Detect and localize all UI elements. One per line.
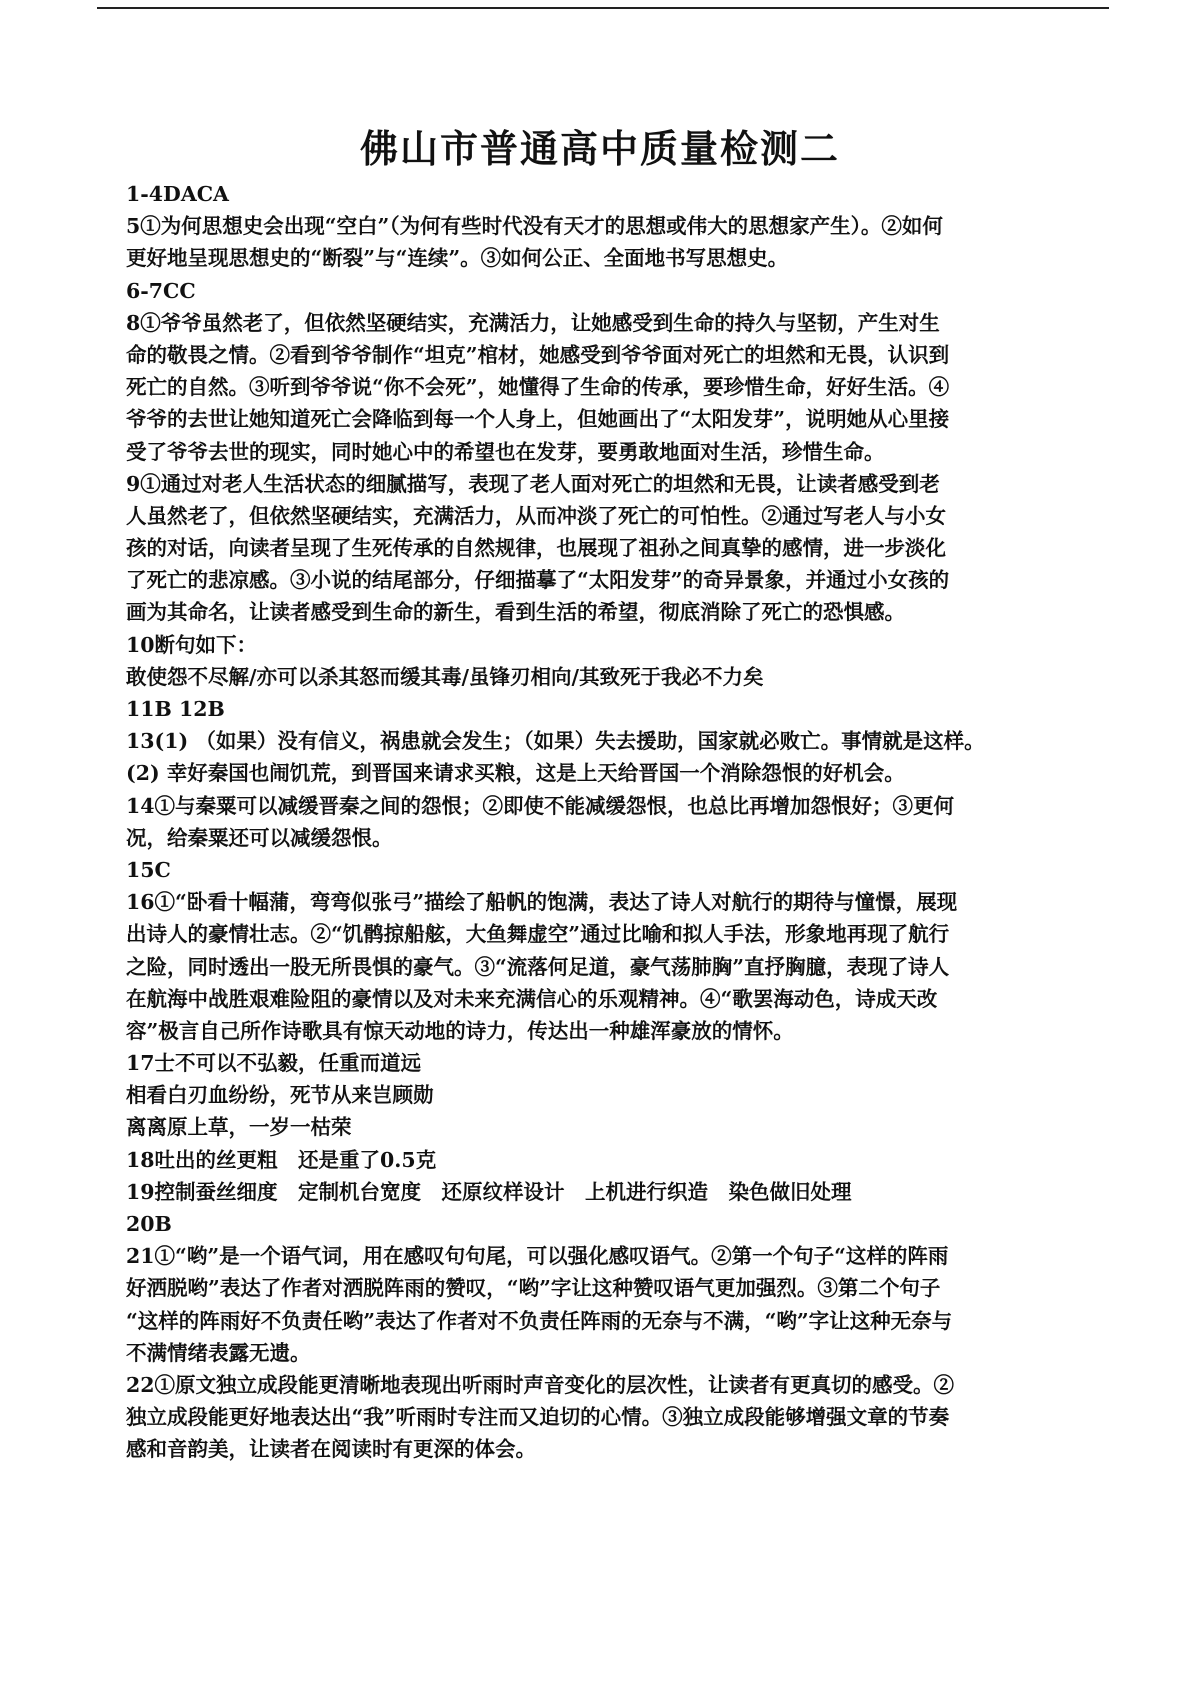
answer-line: 16①“卧看十幅蒲，弯弯似张弓”描绘了船帆的饱满，表达了诗人对航行的期待与憧憬，展现: [126, 890, 958, 915]
answer-line: 5①为何思想史会出现“空白”（为何有些时代没有天才的思想或伟大的思想家产生）。②如何: [126, 214, 943, 239]
answer-line: 敢使怨不尽解/亦可以杀其怒而缓其毒/虽锋刃相向/其致死于我必不力矣: [126, 664, 764, 689]
answer-line: 受了爷爷去世的现实，同时她心中的希望也在发芽，要勇敢地面对生活，珍惜生命。: [126, 439, 885, 464]
answer-line: 9①通过对老人生活状态的细腻描写，表现了老人面对死亡的坦然和无畏，让读者感受到老: [126, 471, 940, 496]
answer-line: 18吐出的丝更粗 还是重了0.5克: [126, 1147, 437, 1172]
answer-line: 13(1) （如果）没有信义，祸患就会发生；（如果）失去援助，国家就必败亡。事情就是这样。: [126, 729, 985, 754]
answer-line: 22①原文独立成段能更清晰地表现出听雨时声音变化的层次性，让读者有更真切的感受。②: [126, 1372, 955, 1397]
answer-line: 画为其命名，让读者感受到生命的新生，看到生活的希望，彻底消除了死亡的恐惧感。: [126, 600, 905, 625]
answer-line: (2) 幸好秦国也闹饥荒，到晋国来请求买粮，这是上天给晋国一个消除怨恨的好机会。: [126, 761, 905, 786]
page-title: 佛山市普通高中质量检测二: [359, 127, 840, 171]
answer-line: 命的敬畏之情。②看到爷爷制作“坦克”棺材，她感受到爷爷面对死亡的坦然和无畏，认识到: [126, 342, 950, 367]
answer-line: 感和音韵美，让读者在阅读时有更深的体会。: [126, 1437, 536, 1462]
answer-line: 况，给秦粟还可以减缓怨恨。: [126, 825, 393, 850]
answer-line: 孩的对话，向读者呈现了生死传承的自然规律，也展现了祖孙之间真挚的感情，进一步淡化: [126, 536, 946, 561]
top-rule: [97, 7, 1109, 9]
answer-line: 更好地呈现思想史的“断裂”与“连续”。③如何公正、全面地书写思想史。: [126, 246, 789, 271]
answer-line: 17士不可以不弘毅，任重而道远: [126, 1051, 422, 1076]
answer-line: 1-4DACA: [126, 182, 229, 206]
answer-line: 11B 12B: [126, 697, 225, 721]
answer-key-body: [126, 178, 1056, 1466]
answer-line: 好洒脱哟”表达了作者对洒脱阵雨的赞叹，“哟”字让这种赞叹语气更加强烈。③第二个句子: [126, 1276, 941, 1301]
answer-line: 人虽然老了，但依然坚硬结实，充满活力，从而冲淡了死亡的可怕性。②通过写老人与小女: [126, 503, 946, 528]
answer-line: 了死亡的悲凉感。③小说的结尾部分，仔细描摹了“太阳发芽”的奇异景象，并通过小女孩的: [126, 568, 950, 593]
answer-line: 10断句如下：: [126, 632, 258, 657]
answer-line: 离离原上草，一岁一枯荣: [126, 1115, 352, 1140]
answer-line: “这样的阵雨好不负责任哟”表达了作者对不负责任阵雨的无奈与不满，“哟”字让这种无奈与: [126, 1308, 953, 1333]
answer-line: 19控制蚕丝细度 定制机台宽度 还原纹样设计 上机进行织造 染色做旧处理: [126, 1179, 852, 1204]
answer-line: 21①“哟”是一个语气词，用在感叹句句尾，可以强化感叹语气。②第一个句子“这样的阵雨: [126, 1244, 949, 1269]
answer-line: 在航海中战胜艰难险阻的豪情以及对未来充满信心的乐观精神。④“歌罢海动色，诗成天改: [126, 986, 938, 1011]
answer-line: 20B: [126, 1212, 172, 1236]
answer-line: 出诗人的豪情壮志。②“饥鹘掠船舷，大鱼舞虚空”通过比喻和拟人手法，形象地再现了航行: [126, 922, 950, 947]
answer-line: 不满情绪表露无遗。: [126, 1340, 311, 1365]
answer-line: 之险，同时透出一股无所畏惧的豪气。③“流落何足道，豪气荡肺胸”直抒胸臆，表现了诗人: [126, 954, 950, 979]
answer-line: 容”极言自己所作诗歌具有惊天动地的诗力，传达出一种雄浑豪放的情怀。: [126, 1018, 794, 1043]
answer-line: 14①与秦粟可以减缓晋秦之间的怨恨；②即使不能减缓怨恨，也总比再增加怨恨好；③更何: [126, 793, 955, 818]
answer-line: 6-7CC: [126, 278, 196, 303]
answer-line: 死亡的自然。③听到爷爷说“你不会死”，她懂得了生命的传承，要珍惜生命，好好生活。④: [126, 375, 950, 400]
answer-line: 相看白刃血纷纷，死节从来岂顾勋: [126, 1083, 434, 1108]
answer-line: 15C: [126, 857, 171, 882]
answer-line: 8①爷爷虽然老了，但依然坚硬结实，充满活力，让她感受到生命的持久与坚韧，产生对生: [126, 310, 940, 335]
answer-line: 独立成段能更好地表达出“我”听雨时专注而又迫切的心情。③独立成段能够增强文章的节奏: [126, 1405, 950, 1430]
answer-line: 爷爷的去世让她知道死亡会降临到每一个人身上，但她画出了“太阳发芽”，说明她从心里接: [126, 407, 950, 432]
